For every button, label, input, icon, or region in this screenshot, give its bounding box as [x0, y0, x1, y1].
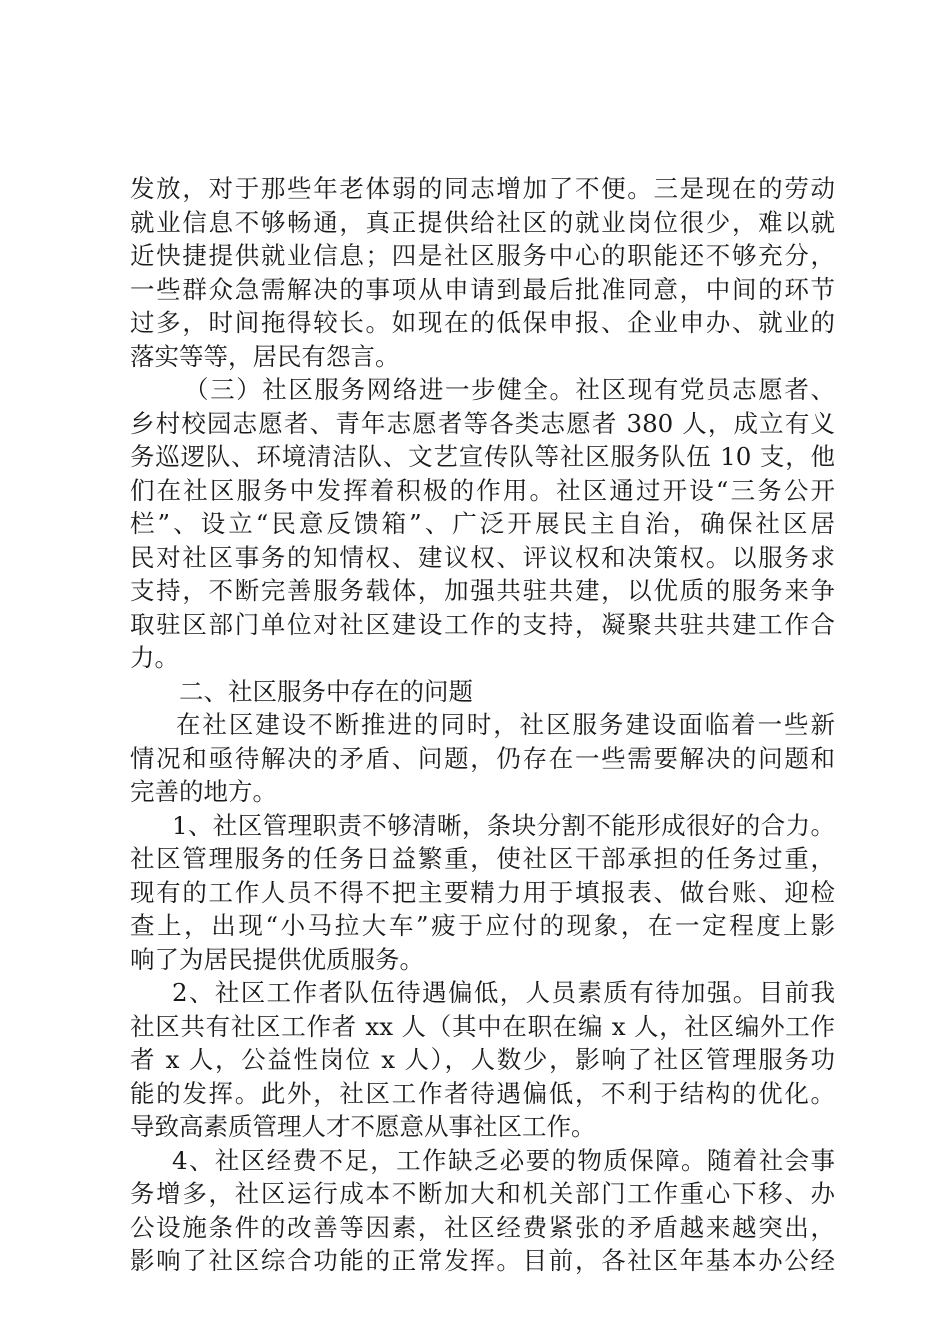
text-line: 栏”、设立“民意反馈箱”、广泛开展民主自治，确保社区居 — [130, 509, 835, 538]
text-line: 近快捷提供就业信息；四是社区服务中心的职能还不够充分， — [130, 241, 835, 270]
item-four-heading: 4、社区经费不足，工作缺乏必要的物质保障。随着社会事 — [172, 1145, 835, 1175]
section-heading: 二、社区服务中存在的问题 — [179, 676, 473, 706]
paragraph-heading-three: （三）社区服务网络进一步健全。社区现有党员志愿者、 — [184, 375, 835, 404]
text-line: 落实等等，居民有怨言。 — [130, 341, 400, 371]
text-line: 响了为居民提供优质服务。 — [130, 944, 424, 974]
text-line: 力。 — [130, 643, 179, 672]
text-line: 乡村校园志愿者、青年志愿者等各类志愿者 380 人，成立有义 — [130, 408, 835, 438]
text-line: 社区共有社区工作者 xx 人（其中在职在编 x 人，社区编外工作 — [130, 1011, 835, 1041]
text-line: 就业信息不够畅通，真正提供给社区的就业岗位很少，难以就 — [130, 207, 835, 237]
item-one-heading: 1、社区管理职责不够清晰，条块分割不能形成很好的合力。 — [172, 810, 835, 840]
text-line: 现有的工作人员不得不把主要精力用于填报表、做台账、迎检 — [130, 877, 835, 907]
paragraph-first-line: 在社区建设不断推进的同时，社区服务建设面临着一些新 — [176, 710, 835, 739]
text-line: 完善的地方。 — [130, 777, 277, 806]
text-line: 务巡逻队、环境清洁队、文艺宣传队等社区服务队伍 10 支，他 — [130, 442, 835, 471]
text-line: 情况和亟待解决的矛盾、问题，仍存在一些需要解决的问题和 — [130, 743, 835, 773]
text-line: 公设施条件的改善等因素，社区经费紧张的矛盾越来越突出， — [130, 1212, 835, 1242]
text-line: 查上，出现“小马拉大车”疲于应付的现象，在一定程度上影 — [130, 911, 835, 940]
text-line: 导致高素质管理人才不愿意从事社区工作。 — [130, 1112, 596, 1141]
text-line: 一些群众急需解决的事项从申请到最后批准同意，中间的环节 — [130, 274, 835, 304]
text-line: 影响了社区综合功能的正常发挥。目前，各社区年基本办公经 — [130, 1246, 835, 1275]
item-two-heading: 2、社区工作者队伍待遇偏低，人员素质有待加强。目前我 — [172, 978, 835, 1007]
text-line: 社区管理服务的任务日益繁重，使社区干部承担的任务过重， — [130, 844, 835, 873]
text-line: 发放，对于那些年老体弱的同志增加了不便。三是现在的劳动 — [130, 174, 835, 203]
text-line: 过多，时间拖得较长。如现在的低保申报、企业申办、就业的 — [130, 308, 835, 337]
document-body — [130, 172, 835, 1278]
text-line: 取驻区部门单位对社区建设工作的支持，凝聚共驻共建工作合 — [130, 609, 835, 639]
text-line: 民对社区事务的知情权、建议权、评议权和决策权。以服务求 — [130, 542, 835, 572]
text-line: 们在社区服务中发挥着积极的作用。社区通过开设“三务公开 — [130, 475, 835, 505]
text-line: 者 x 人，公益性岗位 x 人），人数少，影响了社区管理服务功 — [130, 1045, 835, 1074]
text-line: 务增多，社区运行成本不断加大和机关部门工作重心下移、办 — [130, 1179, 835, 1208]
text-line: 能的发挥。此外，社区工作者待遇偏低，不利于结构的优化。 — [130, 1078, 835, 1108]
text-line: 支持，不断完善服务载体，加强共驻共建，以优质的服务来争 — [130, 576, 835, 605]
